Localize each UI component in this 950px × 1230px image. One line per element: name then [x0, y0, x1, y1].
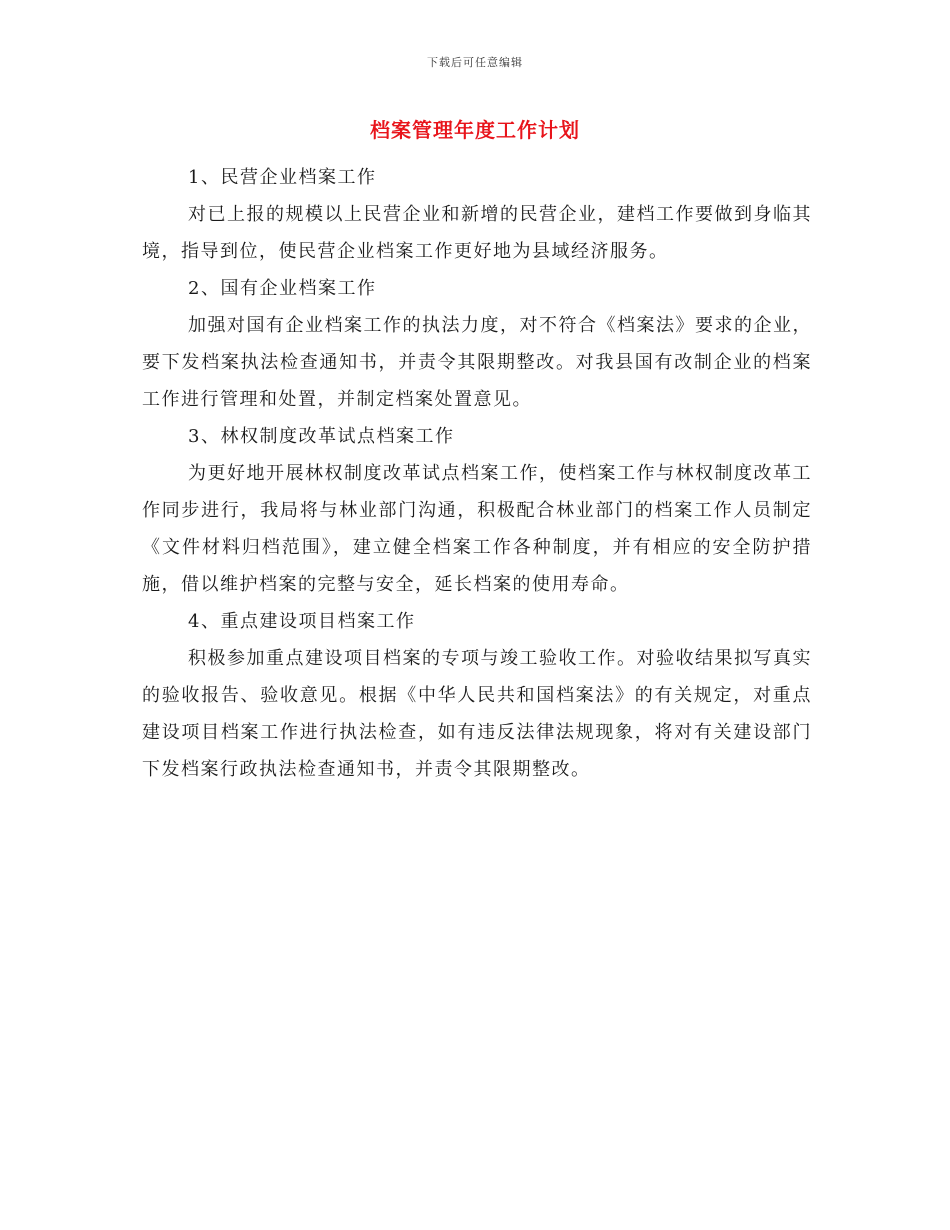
section-heading-4: 4、重点建设项目档案工作: [188, 611, 416, 632]
section-heading-1: 1、民营企业档案工作: [188, 167, 377, 188]
document-body: [142, 159, 812, 788]
section-body-3: 为更好地开展林权制度改革试点档案工作，使档案工作与林权制度改革工作同步进行，我局将与林业部门沟通，积极配合林业部门的档案工作人员制定《文件材料归档范围》，建立健全档案工作各种制度，并有相应的安全防护措施，借以维护档案的完整与安全，延长档案的使用寿命。: [142, 463, 812, 595]
page-header-note: 下载后可任意编辑: [427, 56, 523, 69]
document-title: 档案管理年度工作计划: [370, 118, 580, 142]
section-body-1: 对已上报的规模以上民营企业和新增的民营企业，建档工作要做到身临其境，指导到位，使民营企业档案工作更好地为县域经济服务。: [142, 204, 812, 262]
section-body-2: 加强对国有企业档案工作的执法力度，对不符合《档案法》要求的企业，要下发档案执法检查通知书，并责令其限期整改。对我县国有改制企业的档案工作进行管理和处置，并制定档案处置意见。: [142, 315, 812, 410]
section-heading-3: 3、林权制度改革试点档案工作: [188, 426, 455, 447]
section-heading-2: 2、国有企业档案工作: [188, 278, 377, 299]
section-body-4: 积极参加重点建设项目档案的专项与竣工验收工作。对验收结果拟写真实的验收报告、验收意见。根据《中华人民共和国档案法》的有关规定，对重点建设项目档案工作进行执法检查，如有违反法律法规现象，将对有关建设部门下发档案行政执法检查通知书，并责令其限期整改。: [142, 648, 812, 780]
